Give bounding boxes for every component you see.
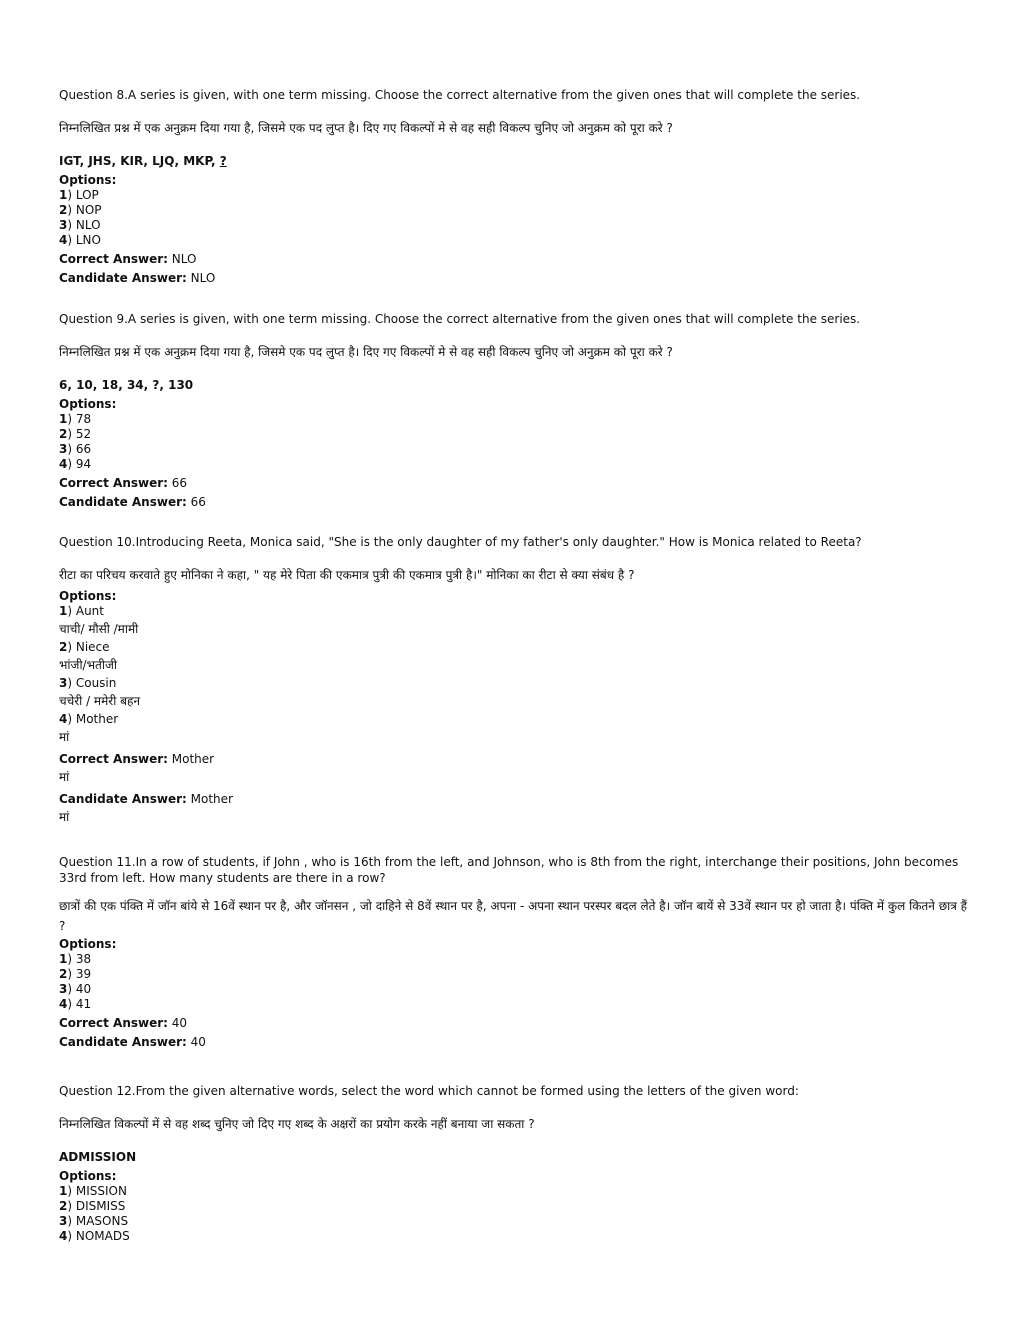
question-stem: 6, 10, 18, 34, ?, 130 <box>59 378 194 392</box>
question-text-hindi: निम्नलिखित प्रश्न में एक अनुक्रम दिया गया है, जिसमे एक पद लुप्त है। दिए गए विकल्पों मे से वह सही विकल्प चुनिए जो अनुक्रम को पूरा करे ? <box>59 121 673 135</box>
question-text: Question 10.Introducing Reeta, Monica said, "She is the only daughter of my father's only daughter." How is Monica related to Reeta? <box>59 535 862 549</box>
candidate-answer: Candidate Answer: Mother <box>59 792 233 806</box>
options-label: Options: <box>59 937 117 951</box>
question-text: Question 9.A series is given, with one term missing. Choose the correct alternative from the given ones that will complete the series. <box>59 312 861 326</box>
candidate-answer: Candidate Answer: 40 <box>59 1035 206 1049</box>
question-8 <box>59 88 971 286</box>
question-11 <box>59 854 971 1050</box>
options-label: Options: <box>59 397 117 411</box>
question-text-hindi: रीटा का परिचय करवाते हुए मोनिका ने कहा, " यह मेरे पिता की एकमात्र पुत्री की एकमात्र पुत्री है।" मोनिका का रीटा से क्या संबंध है ? <box>59 568 635 582</box>
question-text-hindi: निम्नलिखित प्रश्न में एक अनुक्रम दिया गया है, जिसमे एक पद लुप्त है। दिए गए विकल्पों मे से वह सही विकल्प चुनिए जो अनुक्रम को पूरा करे ? <box>59 345 673 359</box>
option-3: 3) 66 <box>59 442 92 456</box>
candidate-answer: Candidate Answer: NLO <box>59 271 216 285</box>
option-4: 4) NOMADS <box>59 1229 130 1243</box>
option-1: 1) MISSION <box>59 1184 127 1198</box>
option-4: 4) LNO <box>59 233 101 247</box>
question-text: Question 12.From the given alternative words, select the word which cannot be formed using the letters of the given word: <box>59 1084 799 1098</box>
option-2-hindi: भांजी/भतीजी <box>59 658 117 672</box>
question-stem: ADMISSION <box>59 1150 137 1164</box>
option-4-hindi: मां <box>59 730 70 744</box>
option-2: 2) NOP <box>59 203 102 217</box>
question-text-hindi: छात्रों की एक पंक्ति में जॉन बांये से 16वें स्थान पर है, और जॉनसन , जो दाहिने से 8वें स्थान पर है, अपना - अपना स्थान परस्पर बदल लेते है। जॉन बायें से 33वें स्थान पर हो जाता है। पंक्ति में कुल कितने छात्र हैं ? <box>59 899 968 933</box>
question-text: Question 11.In a row of students, if John , who is 16th from the left, and Johnson, who is 8th from the right, interchange their positions, John becomes 33rd from left. How many students are there in a row? <box>59 855 959 885</box>
candidate-answer: Candidate Answer: 66 <box>59 495 206 509</box>
options-label: Options: <box>59 1169 117 1183</box>
option-2: 2) Niece <box>59 640 110 654</box>
correct-answer: Correct Answer: 66 <box>59 476 188 490</box>
question-10 <box>59 535 971 825</box>
option-2: 2) 39 <box>59 967 92 981</box>
option-4: 4) 94 <box>59 457 92 471</box>
option-1: 1) 38 <box>59 952 92 966</box>
correct-answer: Correct Answer: NLO <box>59 252 197 266</box>
option-1: 1) LOP <box>59 188 99 202</box>
option-3: 3) NLO <box>59 218 101 232</box>
correct-answer: Correct Answer: 40 <box>59 1016 188 1030</box>
correct-answer: Correct Answer: Mother <box>59 752 215 766</box>
question-text: Question 8.A series is given, with one term missing. Choose the correct alternative from the given ones that will complete the series. <box>59 88 861 102</box>
question-text-hindi: निम्नलिखित विकल्पों में से वह शब्द चुनिए जो दिए गए शब्द के अक्षरों का प्रयोग करके नहीं बनाया जा सकता ? <box>59 1117 535 1131</box>
option-3: 3) Cousin <box>59 676 117 690</box>
option-2: 2) DISMISS <box>59 1199 126 1213</box>
question-12 <box>59 1084 971 1244</box>
option-3: 3) MASONS <box>59 1214 129 1228</box>
option-4: 4) Mother <box>59 712 119 726</box>
option-3: 3) 40 <box>59 982 92 996</box>
correct-answer-hindi: मां <box>59 770 70 784</box>
candidate-answer-hindi: मां <box>59 810 70 824</box>
stem-missing-term: ? <box>219 154 227 168</box>
option-1: 1) Aunt <box>59 604 104 618</box>
options-label: Options: <box>59 589 117 603</box>
option-3-hindi: चचेरी / ममेरी बहन <box>59 694 140 708</box>
options-label: Options: <box>59 173 117 187</box>
stem-text: IGT, JHS, KIR, LJQ, MKP, <box>59 154 220 168</box>
option-1-hindi: चाची/ मौसी /मामी <box>59 622 139 636</box>
option-2: 2) 52 <box>59 427 92 441</box>
option-4: 4) 41 <box>59 997 92 1011</box>
question-9 <box>59 312 971 510</box>
question-stem <box>59 154 971 169</box>
option-1: 1) 78 <box>59 412 92 426</box>
